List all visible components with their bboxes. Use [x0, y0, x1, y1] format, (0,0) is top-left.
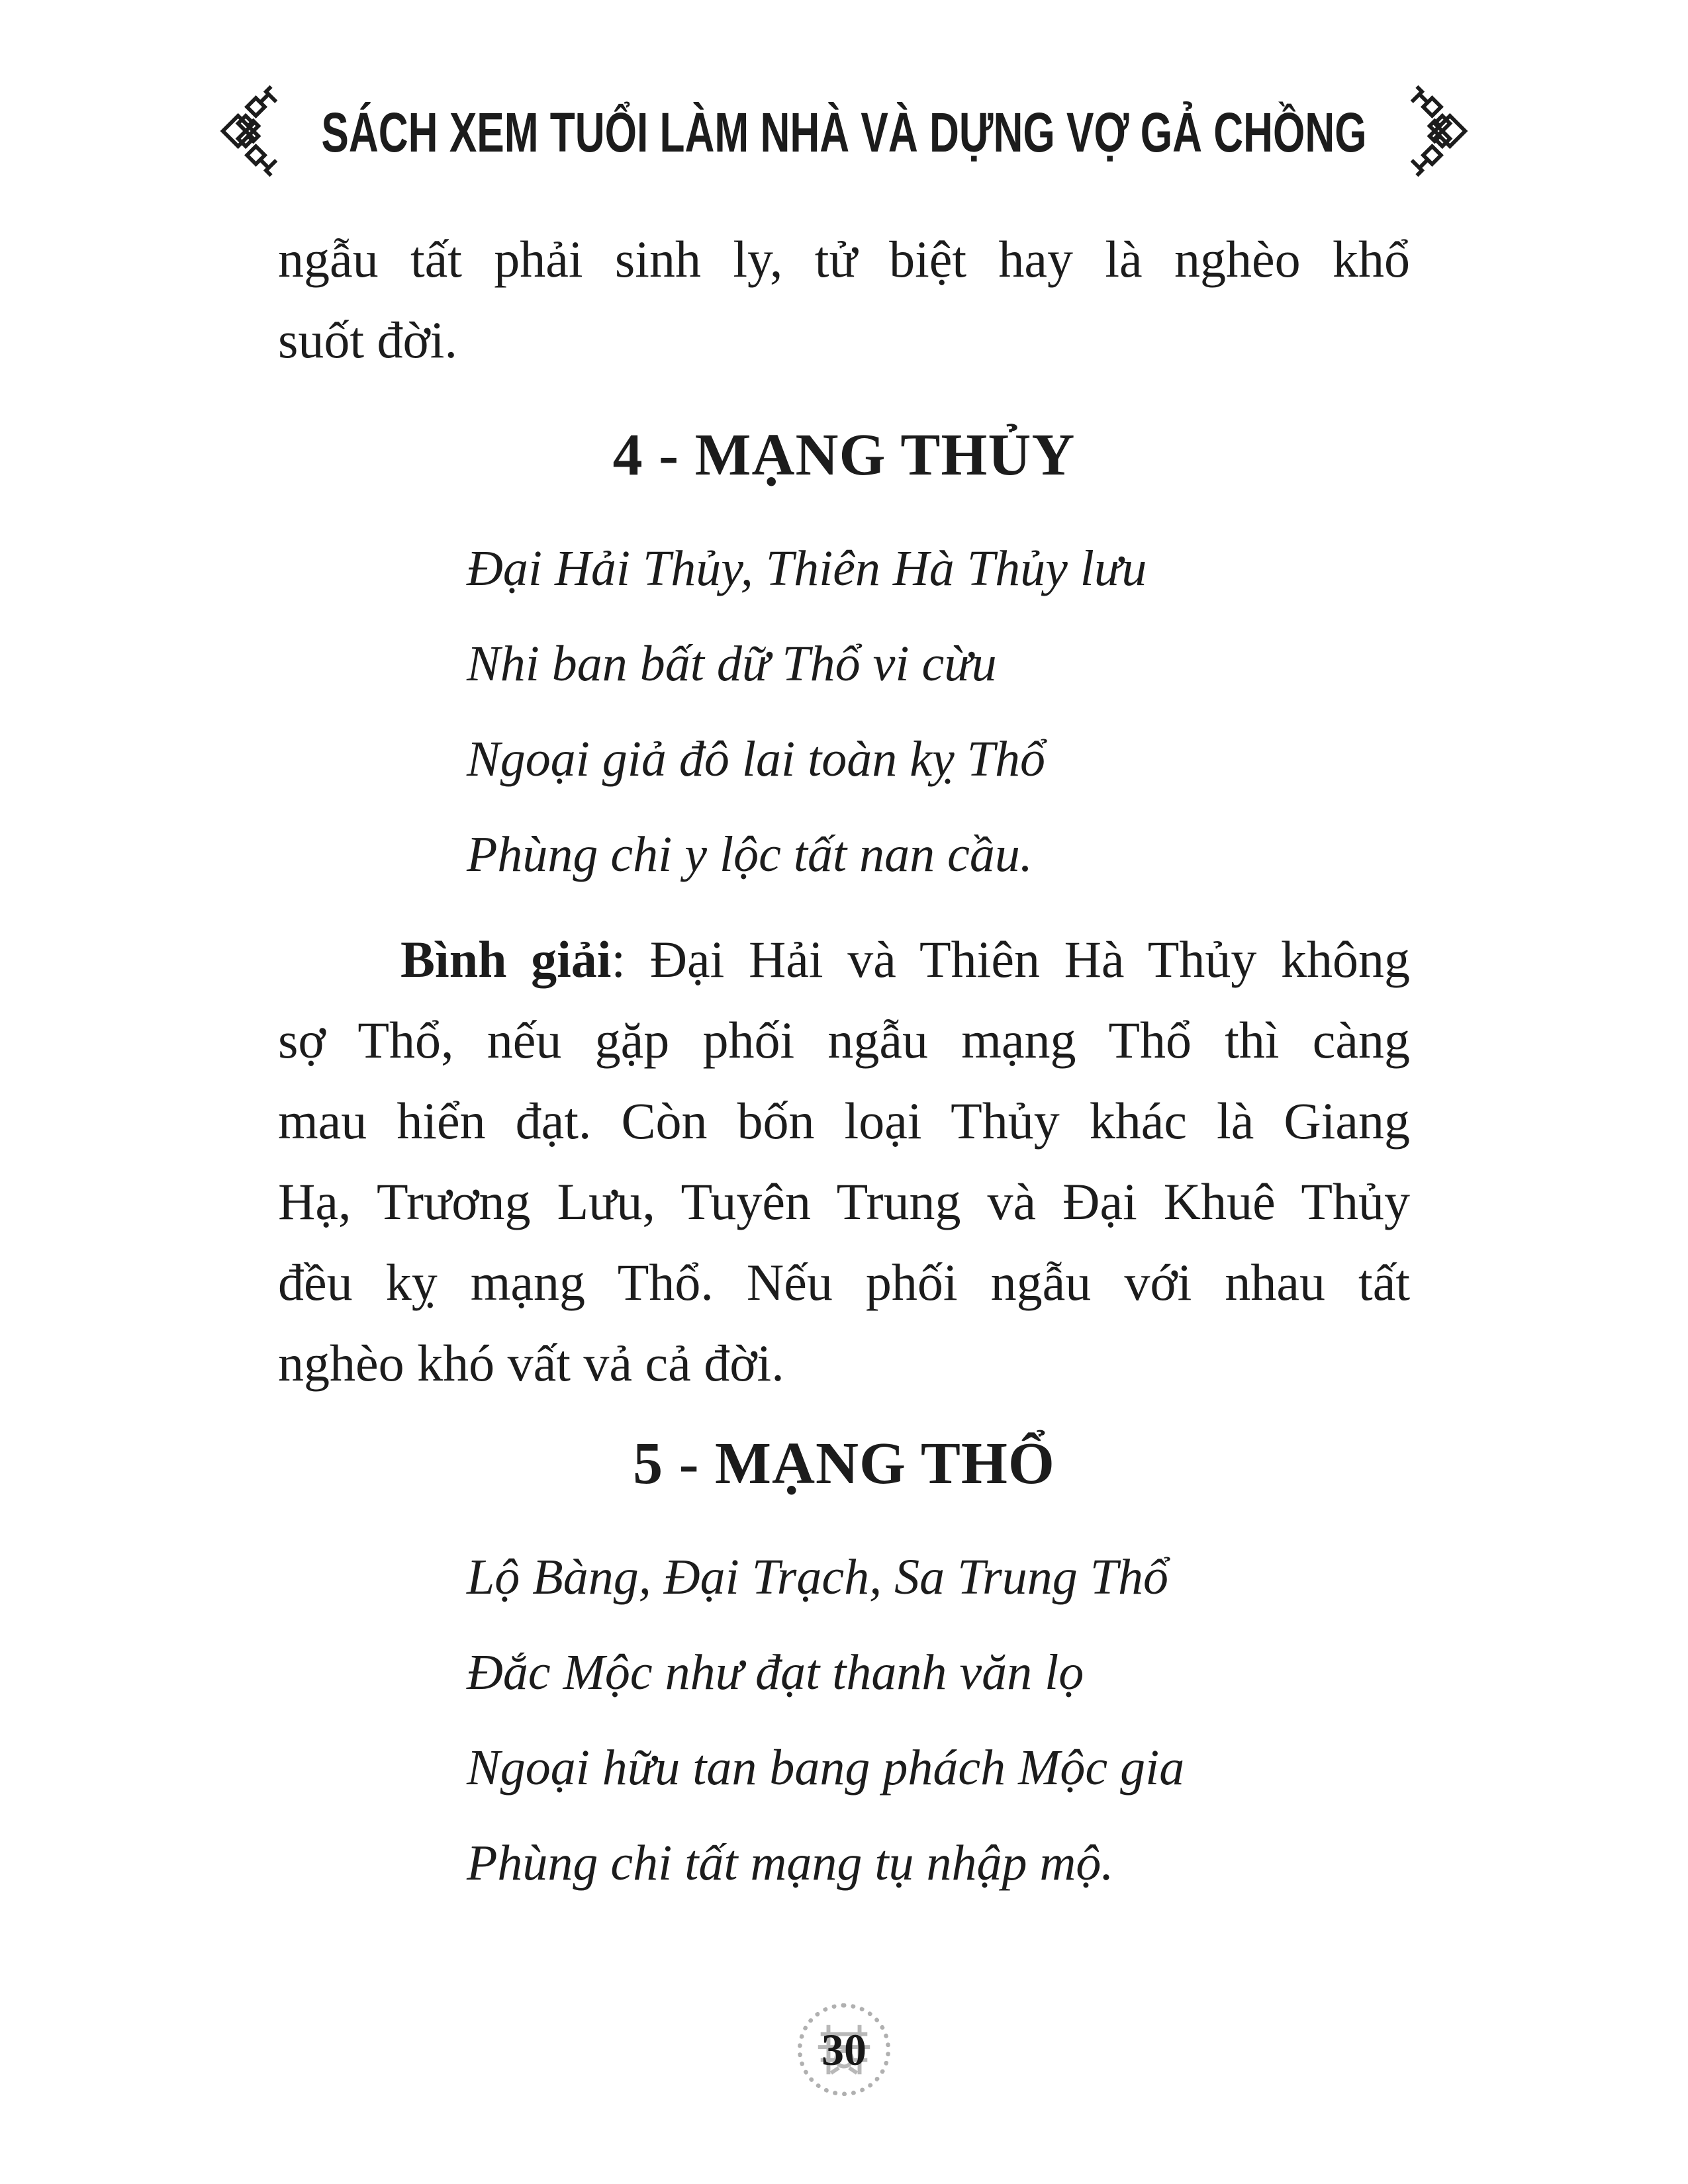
verse-line: Đại Hải Thủy, Thiên Hà Thủy lưu [467, 541, 1147, 596]
text-block [278, 219, 1410, 1911]
body-text-line: mau hiển đạt. Còn bốn loại Thủy khác là Giang [278, 1092, 1410, 1150]
verse-line: Ngoại giả đô lai toàn kỵ Thổ [467, 731, 1045, 787]
section-heading-mang-thuy: 4 - MẠNG THỦY [612, 422, 1076, 488]
verse-line: Phùng chi tất mạng tụ nhập mộ. [467, 1835, 1114, 1891]
commentary-separator: : [611, 931, 650, 988]
verse-line: Phùng chi y lộc tất nan cầu. [467, 827, 1033, 882]
body-text-line: ngẫu tất phải sinh ly, tử biệt hay là nghèo khổ [278, 230, 1410, 288]
diamond-meander-ornament-left-icon [216, 83, 280, 182]
commentary-text: Đại Hải và Thiên Hà Thủy không [649, 931, 1410, 988]
body-text-line [278, 919, 1410, 1000]
verse-line: Ngoại hữu tan bang phách Mộc gia [467, 1740, 1185, 1796]
book-title: SÁCH XEM TUỔI LÀM NHÀ VÀ DỰNG VỢ GẢ CHỒNG [321, 101, 1367, 163]
body-text-line: sợ Thổ, nếu gặp phối ngẫu mạng Thổ thì càng [278, 1011, 1410, 1069]
verse-line: Đắc Mộc như đạt thanh văn lọ [467, 1645, 1084, 1700]
commentary-label: Bình giải [400, 931, 612, 988]
section-heading-mang-tho: 5 - MẠNG THỔ [633, 1431, 1055, 1496]
intro-paragraph [278, 219, 1410, 381]
commentary-paragraph [278, 919, 1410, 1404]
verse-line: Lộ Bàng, Đại Trạch, Sa Trung Thổ [467, 1549, 1168, 1605]
body-text-line: nghèo khó vất vả cả đời. [278, 1334, 784, 1392]
body-text-line: suốt đời. [278, 311, 457, 369]
diamond-meander-ornament-right-icon [1408, 83, 1472, 182]
page-number: 30 [821, 2024, 867, 2075]
header-banner [0, 0, 1688, 182]
body-text-line: Hạ, Trương Lưu, Tuyên Trung và Đại Khuê Thủy [278, 1173, 1410, 1230]
verse-line: Nhi ban bất dữ Thổ vi cừu [467, 636, 997, 692]
page-number-medallion [798, 2003, 890, 2096]
verse-block-mang-thuy [278, 521, 1410, 902]
body-text-line: đều kỵ mạng Thổ. Nếu phối ngẫu với nhau tất [278, 1253, 1410, 1311]
verse-block-mang-tho [278, 1529, 1410, 1911]
